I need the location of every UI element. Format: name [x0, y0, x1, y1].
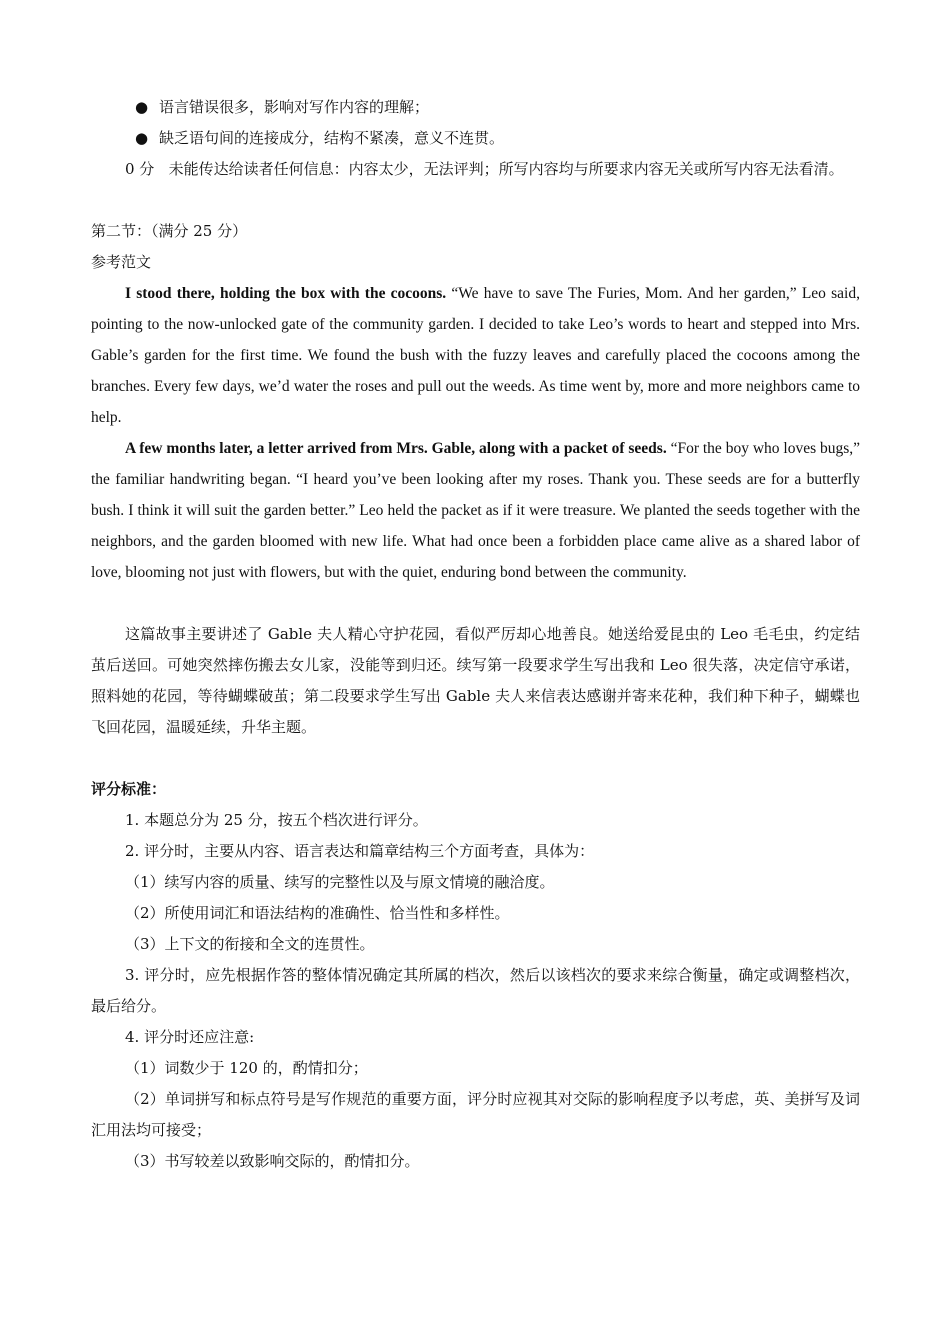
spacer	[91, 588, 860, 619]
zero-score-paragraph	[91, 154, 860, 185]
bullet-text: 缺乏语句间的连接成分，结构不紧凑，意义不连贯。	[159, 129, 505, 147]
essay-para1-opening: I stood there, holding the box with the cocoons.	[125, 285, 447, 302]
spacer	[91, 185, 860, 216]
essay-para2-body: “For the boy who loves bugs,” the familiar handwriting began. “I heard you’ve been looking after my roses. Thank you. These seeds are for a butterfly bush. I think it will suit the garden better.” Leo held the packet as if it were treasure. We planted the seeds together with the neighbors, and the garden bloomed with new life. What had once been a forbidden place came alive as a shared labor of love, blooming not just with flowers, but with the quiet, enduring bond between the community.	[91, 440, 861, 581]
bullet-item	[91, 92, 860, 123]
essay-para2-opening: A few months later, a letter arrived from Mrs. Gable, along with a packet of seeds.	[125, 440, 667, 457]
criteria-subitem: （3）上下文的衔接和全文的连贯性。	[125, 935, 375, 953]
essay-paragraph-1	[91, 278, 860, 433]
bullet-icon: ●	[135, 98, 149, 116]
criteria-subitem: （2）单词拼写和标点符号是写作规范的重要方面，评分时应视其对交际的影响程度予以考虑，英、美拼写及词汇用法均可接受；	[91, 1090, 860, 1139]
criteria-subitem: （3）书写较差以致影响交际的，酌情扣分。	[125, 1152, 420, 1170]
analysis-paragraph: 这篇故事主要讲述了 Gable 夫人精心守护花园，看似严厉却心地善良。她送给爱昆虫的 Leo 毛毛虫，约定结茧后送回。可她突然摔伤搬去女儿家，没能等到归还。续写第一段要求学生写出我和 Leo 很失落，决定信守承诺，照料她的花园，等待蝴蝶破茧；第二段要求学生写出 Gable 夫人来信表达感谢并寄来花种，我们种下种子，蝴蝶也飞回花园，温暖延续，升华主题。	[91, 625, 860, 736]
criteria-item-4: 4. 评分时还应注意:	[125, 1028, 255, 1046]
reference-title: 参考范文	[91, 253, 152, 271]
criteria-heading: 评分标准：	[91, 780, 167, 798]
criteria-subitem: （2）所使用词汇和语法结构的准确性、恰当性和多样性。	[125, 904, 510, 922]
section-heading: 第二节：（满分 25 分）	[91, 222, 248, 240]
criteria-subitem: （1）词数少于 120 的，酌情扣分；	[125, 1059, 368, 1077]
spacer	[91, 743, 860, 774]
bullet-icon: ●	[135, 129, 149, 147]
bullet-item	[91, 123, 860, 154]
bullet-text: 语言错误很多，影响对写作内容的理解；	[159, 98, 430, 116]
zero-score-label: 0 分	[125, 160, 155, 178]
essay-para1-body: “We have to save The Furies, Mom. And her garden,” Leo said, pointing to the now-unlocked gate of the community garden. I decided to take Leo’s words to heart and stepped into Mrs. Gable’s garden for the first time. We found the bush with the fuzzy leaves and carefully placed the cocoons among the branches. Every few days, we’d water the roses and pull out the weeds. As time went by, more and more neighbors came to help.	[91, 285, 860, 426]
criteria-subitem: （1）续写内容的质量、续写的完整性以及与原文情境的融洽度。	[125, 873, 555, 891]
criteria-item-1: 1. 本题总分为 25 分，按五个档次进行评分。	[125, 811, 428, 829]
criteria-item-3: 3. 评分时，应先根据作答的整体情况确定其所属的档次，然后以该档次的要求来综合衡量，确定或调整档次，最后给分。	[91, 966, 860, 1015]
essay-paragraph-2	[91, 433, 860, 588]
document-page	[91, 92, 860, 1177]
zero-score-text: 未能传达给读者任何信息：内容太少，无法评判；所写内容均与所要求内容无关或所写内容无法看清。	[168, 160, 844, 178]
criteria-item-2: 2. 评分时，主要从内容、语言表达和篇章结构三个方面考查，具体为：	[125, 842, 595, 860]
